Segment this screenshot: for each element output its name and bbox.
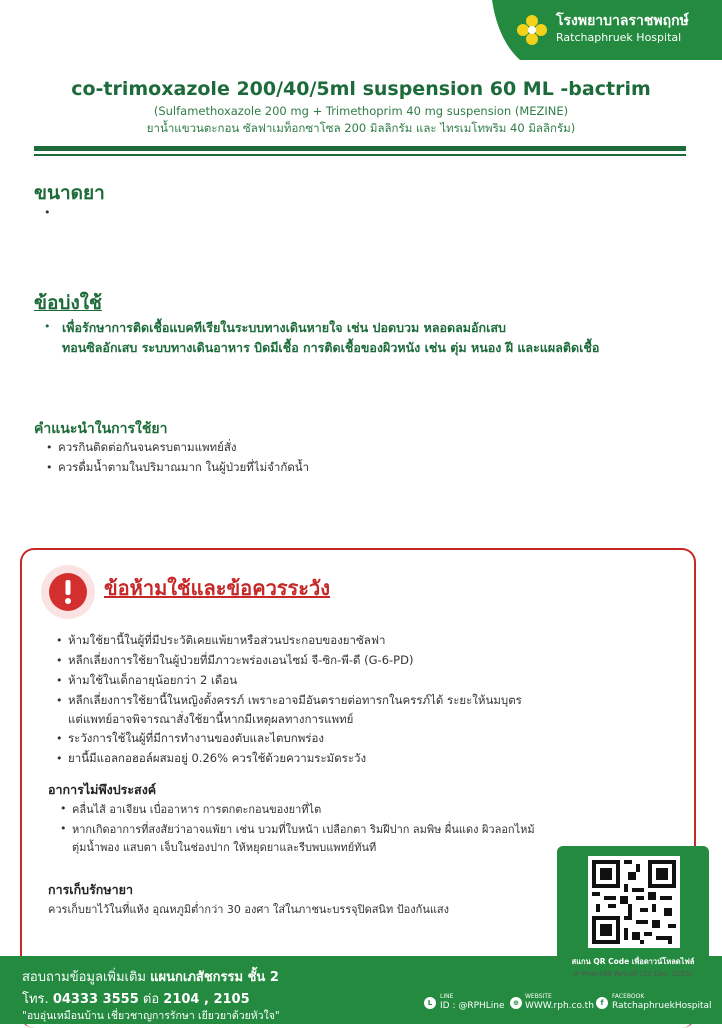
line-label: LINE: [440, 993, 454, 1000]
usage-heading: คำแนะนำในการใช้ยา: [34, 421, 168, 437]
side-effects-heading: อาการไม่พึงประสงค์: [48, 782, 157, 797]
drug-subtitle-en: (Sulfamethoxazole 200 mg + Trimethoprim 40 mg suspension (MEZINE): [153, 104, 569, 118]
drug-subtitle-th: ยาน้ำแขวนตะกอน ซัลฟาเมท็อกซาโซล 200 มิลลิกรัม และ ไทรเมโทพริม 40 มิลลิกรัม): [146, 121, 576, 135]
warning-item-2: หลีกเลี่ยงการใช้ยาในผู้ป่วยที่มีภาวะพร่องเอนไซม์ จี-ซิก-พี-ดี (G-6-PD): [68, 653, 414, 667]
warning-item-3: ห้ามใช้ในเด็กอายุน้อยกว่า 2 เดือน: [68, 673, 238, 687]
title-divider-thick: [34, 146, 686, 151]
flower-logo-icon: [514, 12, 550, 48]
side-effect-item-1: คลื่นไส้ อาเจียน เบื่ออาหาร การตกตะกอนของยาที่ไต: [72, 803, 322, 816]
dosage-heading: ขนาดยา: [34, 182, 105, 204]
usage-item-1: ควรกินติดต่อกันจนครบตามแพทย์สั่ง: [58, 440, 237, 454]
footer-phone-main[interactable]: 04333 3555: [52, 992, 139, 1007]
warning-bullet-1: •: [56, 634, 63, 647]
footer-contact: [22, 966, 279, 987]
footer-phone-ext-label: ต่อ: [142, 992, 160, 1007]
website-link[interactable]: WWW.rph.co.th: [525, 1001, 594, 1011]
footer-phone-ext: 2104 , 2105: [163, 992, 250, 1007]
footer-slogan: "อบอุ่นเหมือนบ้าน เชี่ยวชาญการรักษา เยียวยาด้วยหัวใจ": [22, 1010, 280, 1022]
warning-bullet-6: •: [56, 752, 63, 765]
footer-contact-dept: แผนกเภสัชกรรม ชั้น 2: [150, 970, 279, 985]
indications-heading: ข้อบ่งใช้: [34, 292, 102, 314]
warning-bullet-2: •: [56, 654, 63, 667]
title-divider-thin: [34, 154, 686, 156]
facebook-icon: f: [596, 997, 608, 1009]
hospital-name-en: Ratchaphruek Hospital: [556, 31, 682, 44]
hospital-name-th: โรงพยาบาลราชพฤกษ์: [556, 13, 689, 29]
indications-line-1: เพื่อรักษาการติดเชื้อแบคทีเรียในระบบทางเดินหายใจ เช่น ปอดบวม หลอดลมอักเสบ: [62, 320, 506, 335]
qr-code[interactable]: [588, 856, 680, 948]
side-effect-bullet-1: •: [60, 802, 67, 815]
warning-bullet-3: •: [56, 674, 63, 687]
website-label: WEBSITE: [525, 993, 552, 1000]
facebook-label: FACEBOOK: [612, 993, 645, 1000]
line-icon: L: [424, 997, 436, 1009]
indications-bullet: •: [44, 320, 51, 333]
usage-item-2: ควรดื่มน้ำตามในปริมาณมาก ในผู้ป่วยที่ไม่จำกัดน้ำ: [58, 460, 310, 474]
globe-icon: ⊕: [510, 997, 522, 1009]
footer-contact-prefix: สอบถามข้อมูลเพิ่มเติม: [22, 970, 147, 985]
warning-item-6: ยานี้มีแอลกอฮอล์ผสมอยู่ 0.26% ควรใช้ด้วยความระมัดระวัง: [68, 751, 367, 765]
form-code: IF-PHA-498 Rev.00 (22 Dec. 2025): [573, 970, 693, 978]
side-effect-item-2-cont: ตุ่มน้ำพอง แสบตา เจ็บในช่องปาก ให้หยุดยาและรีบพบแพทย์ทันที: [72, 841, 377, 854]
line-id[interactable]: ID : @RPHLine: [440, 1001, 505, 1011]
warning-bullet-5: •: [56, 732, 63, 745]
dosage-bullet: •: [44, 206, 51, 219]
usage-bullet-2: •: [46, 461, 53, 474]
qr-caption: สแกน QR Code เพื่อดาวน์โหลดไฟล์: [571, 957, 695, 966]
warning-item-5: ระวังการใช้ในผู้ที่มีการทำงานของตับและไตบกพร่อง: [68, 731, 324, 745]
warning-bullet-4: •: [56, 694, 63, 707]
warning-item-1: ห้ามใช้ยานี้ในผู้ที่มีประวัติเคยแพ้ยาหรือส่วนประกอบของยาซัลฟา: [68, 633, 386, 647]
exclamation-alert-icon: [40, 564, 96, 620]
facebook-link[interactable]: RatchaphruekHospital: [612, 1001, 712, 1011]
side-effect-item-2: หากเกิดอาการที่สงสัยว่าอาจแพ้ยา เช่น บวมที่ใบหน้า เปลือกตา ริมฝีปาก ลมพิษ ผื่นแดง ผิวลอกไหม้: [72, 823, 535, 836]
indications-line-2: ทอนซิลอักเสบ ระบบทางเดินอาหาร บิดมีเชื้อ การติดเชื้อของผิวหนัง เช่น ตุ่ม หนอง ฝี และแผลติดเชื้อ: [62, 340, 600, 355]
storage-text: ควรเก็บยาไว้ในที่แห้ง อุณหภูมิต่ำกว่า 30 องศา ใส่ในภาชนะบรรจุปิดสนิท ป้องกันแสง: [48, 903, 450, 916]
warning-item-4-cont: แต่แพทย์อาจพิจารณาสั่งใช้ยานี้หากมีเหตุผลทางการแพทย์: [68, 712, 354, 726]
storage-heading: การเก็บรักษายา: [48, 882, 133, 897]
warning-item-4: หลีกเลี่ยงการใช้ยานี้ในหญิงตั้งครรภ์ เพราะอาจมีอันตรายต่อทารกในครรภ์ได้ ระยะให้นมบุตร: [68, 693, 522, 707]
footer-phone: [22, 988, 250, 1009]
usage-bullet-1: •: [46, 441, 53, 454]
warning-heading: ข้อห้ามใช้และข้อควรระวัง: [104, 576, 331, 600]
drug-title: co-trimoxazole 200/40/5ml suspension 60 ML -bactrim: [71, 78, 651, 100]
footer-phone-prefix: โทร.: [22, 992, 49, 1007]
side-effect-bullet-2: •: [60, 822, 67, 835]
